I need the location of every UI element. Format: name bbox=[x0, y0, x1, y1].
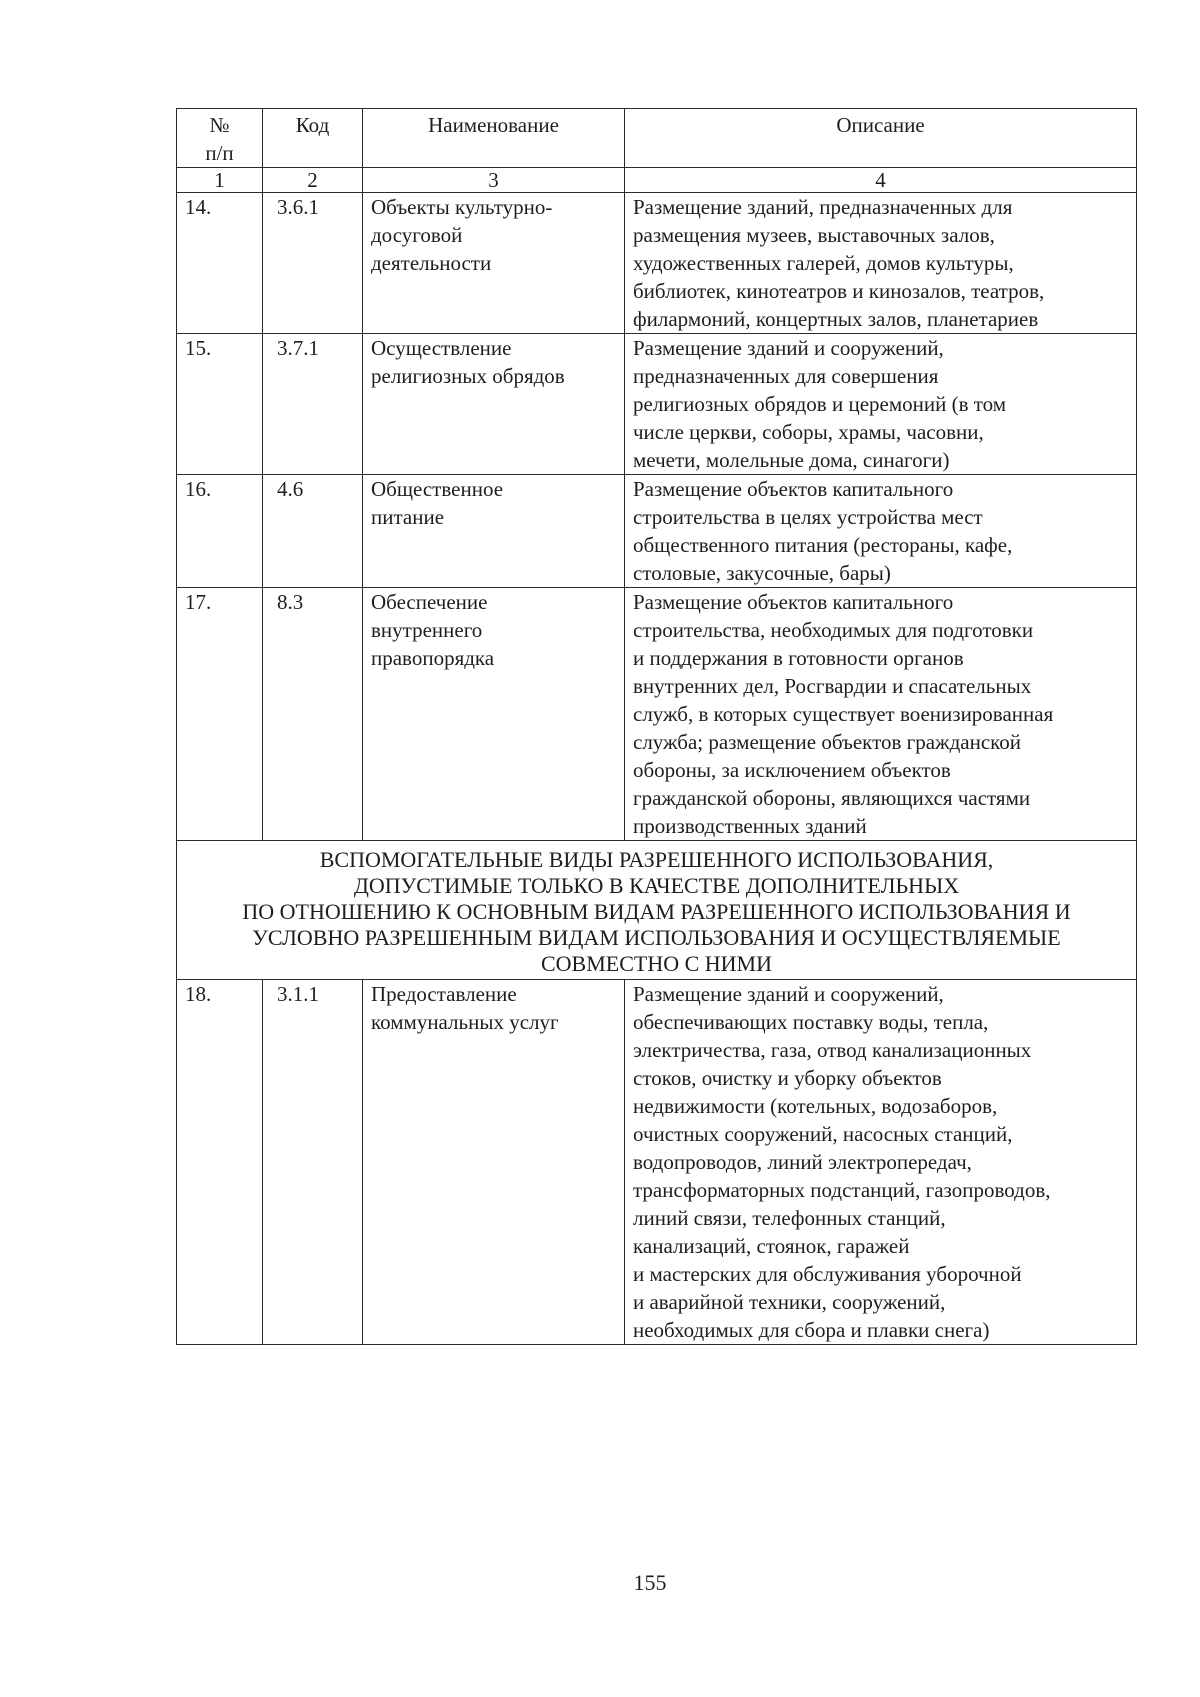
header-code: Код bbox=[263, 109, 363, 168]
page-number: 155 bbox=[633, 1570, 667, 1595]
column-number-row bbox=[177, 168, 1137, 193]
row-name: Осуществление религиозных обрядов bbox=[363, 334, 625, 475]
row-description: Размещение зданий, предназначенных для размещения музеев, выставочных залов, художественных галерей, домов культуры, библиотек, кинотеатров и кинозалов, театров, филармоний, концертных залов, планетариев bbox=[625, 193, 1137, 334]
section-title: ВСПОМОГАТЕЛЬНЫЕ ВИДЫ РАЗРЕШЕННОГО ИСПОЛЬЗОВАНИЯ, ДОПУСТИМЫЕ ТОЛЬКО В КАЧЕСТВЕ ДОПОЛНИТЕЛЬНЫХ ПО ОТНОШЕНИЮ К ОСНОВНЫМ ВИДАМ РАЗРЕШЕННОГО ИСПОЛЬЗОВАНИЯ И УСЛОВНО РАЗРЕШЕННЫМ ВИДАМ ИСПОЛЬЗОВАНИЯ И ОСУЩЕСТВЛЯЕМЫЕ СОВМЕСТНО С НИМИ bbox=[177, 841, 1137, 980]
row-code: 4.6 bbox=[263, 475, 363, 588]
table-row bbox=[177, 588, 1137, 841]
row-description: Размещение зданий и сооружений, предназначенных для совершения религиозных обрядов и церемоний (в том числе церкви, соборы, храмы, часовни, мечети, молельные дома, синагоги) bbox=[625, 334, 1137, 475]
land-use-table bbox=[176, 108, 1137, 1345]
header-row bbox=[177, 109, 1137, 168]
section-row bbox=[177, 841, 1137, 980]
row-description: Размещение объектов капитального строительства в целях устройства мест общественного питания (рестораны, кафе, столовые, закусочные, бары) bbox=[625, 475, 1137, 588]
row-name: Обеспечение внутреннего правопорядка bbox=[363, 588, 625, 841]
row-description: Размещение зданий и сооружений, обеспечивающих поставку воды, тепла, электричества, газа, отвод канализационных стоков, очистку и уборку объектов недвижимости (котельных, водозаборов, очистных сооружений, насосных станций, водопроводов, линий электропередач, трансформаторных подстанций, газопроводов, линий связи, телефонных станций, канализаций, стоянок, гаражей и мастерских для обслуживания уборочной и аварийной техники, сооружений, необходимых для сбора и плавки снега) bbox=[625, 980, 1137, 1345]
column-number: 3 bbox=[363, 168, 625, 193]
row-code: 8.3 bbox=[263, 588, 363, 841]
row-number: 17. bbox=[177, 588, 263, 841]
row-number: 14. bbox=[177, 193, 263, 334]
table-row bbox=[177, 980, 1137, 1345]
header-num: № п/п bbox=[177, 109, 263, 168]
table-row bbox=[177, 334, 1137, 475]
main-rows bbox=[177, 193, 1137, 841]
row-description: Размещение объектов капитального строительства, необходимых для подготовки и поддержания в готовности органов внутренних дел, Росгвардии и спасательных служб, в которых существует военизированная служба; размещение объектов гражданской обороны, за исключением объектов гражданской обороны, являющихся частями производственных зданий bbox=[625, 588, 1137, 841]
row-code: 3.6.1 bbox=[263, 193, 363, 334]
column-number: 2 bbox=[263, 168, 363, 193]
row-name: Предоставление коммунальных услуг bbox=[363, 980, 625, 1345]
section-rows bbox=[177, 980, 1137, 1345]
row-number: 15. bbox=[177, 334, 263, 475]
row-name: Общественное питание bbox=[363, 475, 625, 588]
header-description: Описание bbox=[625, 109, 1137, 168]
row-code: 3.1.1 bbox=[263, 980, 363, 1345]
column-number: 4 bbox=[625, 168, 1137, 193]
header-name: Наименование bbox=[363, 109, 625, 168]
table-row bbox=[177, 475, 1137, 588]
row-code: 3.7.1 bbox=[263, 334, 363, 475]
table-row bbox=[177, 193, 1137, 334]
row-number: 16. bbox=[177, 475, 263, 588]
row-name: Объекты культурно- досуговой деятельности bbox=[363, 193, 625, 334]
row-number: 18. bbox=[177, 980, 263, 1345]
column-number: 1 bbox=[177, 168, 263, 193]
